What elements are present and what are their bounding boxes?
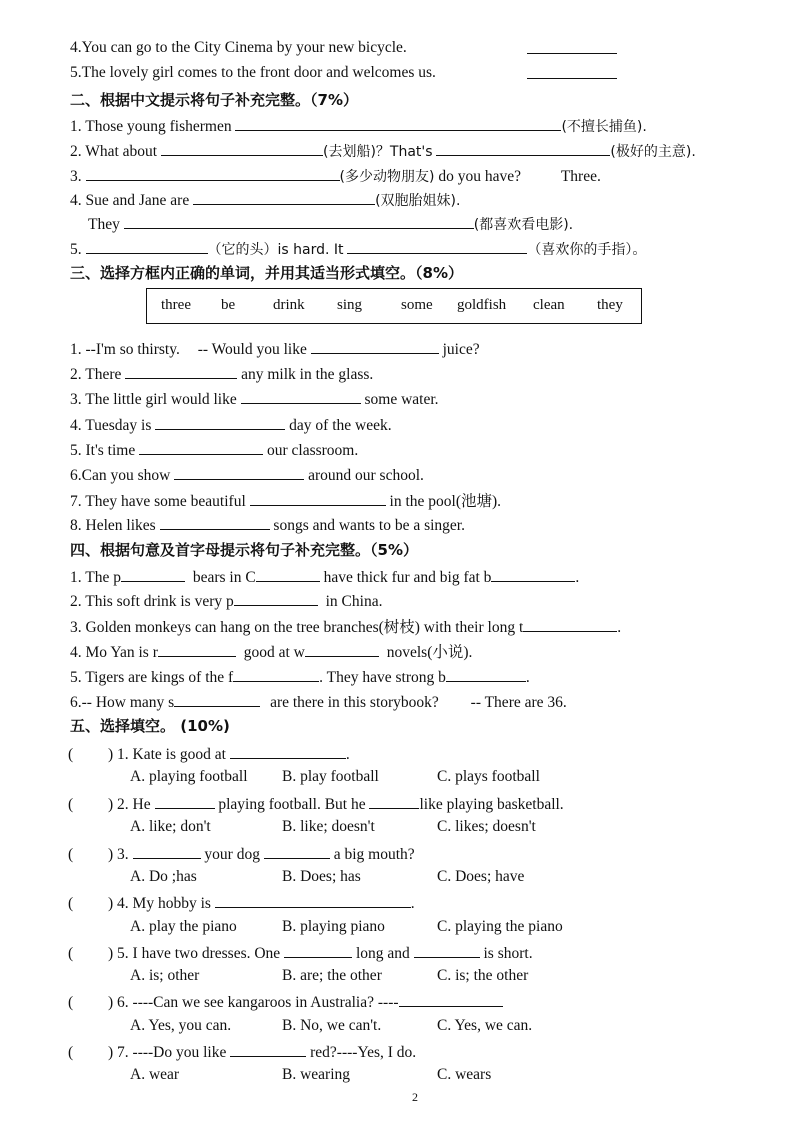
answer-blank[interactable] [491,566,575,582]
question-line: 4. Sue and Jane are (双胞胎姐妹). [70,189,460,211]
mc-option[interactable]: C. plays football [437,768,540,785]
answer-blank[interactable] [233,666,319,682]
answer-blank[interactable] [86,165,340,181]
question-line: 2. This soft drink is very p in China. [70,590,382,612]
mc-question: ( ) 6. ----Can we see kangaroos in Australia? ---- [68,991,503,1013]
answer-blank[interactable] [436,140,610,156]
question-line [70,38,407,58]
mc-option[interactable]: A. Do ;has [130,868,197,885]
answer-blank[interactable] [155,793,215,809]
word-bank-item: they [597,297,623,313]
mc-option[interactable]: A. like; don't [130,818,211,835]
mc-option[interactable]: B. play football [282,768,379,785]
answer-blank[interactable] [241,388,361,404]
answer-blank[interactable] [215,892,411,908]
question-line: 3. Golden monkeys can hang on the tree branches(树枝) with their long t . [70,616,621,638]
question-line [70,63,436,83]
answer-blank[interactable] [527,38,617,60]
question-line: 1. --I'm so thirsty. -- Would you like juice? [70,338,480,360]
question-text: 4.You can go to the City Cinema by your new bicycle. [70,39,407,56]
answer-blank[interactable] [369,793,419,809]
answer-blank[interactable] [160,514,270,530]
answer-blank[interactable] [193,189,375,205]
question-text: 5.The lovely girl comes to the front door and welcomes us. [70,64,436,81]
mc-question: ( ) 2. He playing football. But he like playing basketball. [68,793,564,815]
answer-blank[interactable] [284,942,352,958]
question-line: 4. Mo Yan is r good at w novels(小说). [70,641,472,663]
answer-blank[interactable] [256,566,320,582]
answer-blank[interactable] [86,238,208,254]
answer-blank[interactable] [230,743,346,759]
question-line: 6.-- How many s are there in this storybook? -- There are 36. [70,691,567,713]
answer-blank[interactable] [155,414,285,430]
question-line: 3. The little girl would like some water. [70,388,439,410]
mc-option[interactable]: C. likes; doesn't [437,818,536,835]
answer-blank[interactable] [446,666,526,682]
word-bank-item: be [221,297,236,313]
section-heading: 四、根据句意及首字母提示将句子补充完整。（5%） [70,541,418,559]
mc-option[interactable]: B. wearing [282,1066,351,1083]
mc-option[interactable]: C. playing the piano [437,918,563,935]
answer-blank[interactable] [527,63,617,85]
question-line: 3. (多少动物朋友) do you have? Three. [70,165,601,187]
word-bank-item: some [401,297,433,313]
question-line: 7. They have some beautiful in the pool(池塘). [70,490,501,512]
answer-blank[interactable] [311,338,439,354]
answer-blank[interactable] [264,843,330,859]
word-bank-item: sing [337,297,363,313]
answer-blank[interactable] [174,464,304,480]
answer-blank[interactable] [174,691,260,707]
mc-option[interactable]: B. like; doesn't [282,818,375,835]
mc-question: ( ) 5. I have two dresses. One long and is short. [68,942,533,964]
mc-option[interactable]: C. Yes, we can. [437,1017,533,1034]
word-bank-box [146,288,642,324]
mc-option[interactable]: B. are; the other [282,967,382,984]
mc-option[interactable]: C. is; the other [437,967,529,984]
word-bank-item: clean [533,297,565,313]
mc-option[interactable]: C. wears [437,1066,492,1083]
mc-question: ( ) 3. your dog a big mouth? [68,843,415,865]
question-line: 2. What about (去划船)？That's (极好的主意). [70,140,696,162]
question-line: 4. Tuesday is day of the week. [70,414,392,436]
answer-blank[interactable] [250,490,386,506]
question-line: 8. Helen likes songs and wants to be a singer. [70,514,465,536]
page-number: 2 [412,1090,418,1104]
question-line: 1. Those young fishermen (不擅长捕鱼). [70,115,647,137]
mc-option[interactable]: A. playing football [130,768,248,785]
answer-blank[interactable] [158,641,236,657]
answer-blank[interactable] [305,641,379,657]
question-line: 5. It's time our classroom. [70,439,358,461]
answer-blank[interactable] [121,566,185,582]
answer-blank[interactable] [414,942,480,958]
answer-blank[interactable] [234,590,318,606]
answer-blank[interactable] [161,140,323,156]
mc-option[interactable]: A. Yes, you can. [130,1017,232,1034]
answer-blank[interactable] [235,115,561,131]
mc-option[interactable]: A. is; other [130,967,200,984]
section-heading: 三、选择方框内正确的单词，并用其适当形式填空。（8%） [70,264,463,282]
answer-blank[interactable] [230,1041,306,1057]
question-line: 5. （它的头）is hard. It （喜欢你的手指）。 [70,238,646,260]
mc-option[interactable]: B. No, we can't. [282,1017,382,1034]
mc-question: ( ) 7. ----Do you like red?----Yes, I do. [68,1041,416,1063]
answer-blank[interactable] [139,439,263,455]
mc-question: ( ) 4. My hobby is . [68,892,415,914]
question-line: They (都喜欢看电影). [88,213,573,235]
section-heading: 二、根据中文提示将句子补充完整。（7%） [70,91,358,109]
question-line: 6.Can you show around our school. [70,464,424,486]
answer-blank[interactable] [125,363,237,379]
mc-option[interactable]: C. Does; have [437,868,525,885]
word-bank-item: three [161,297,191,313]
word-bank-item: goldfish [457,297,507,313]
word-bank-item: drink [273,297,305,313]
answer-blank[interactable] [133,843,201,859]
section-heading: 五、选择填空。 (10%) [70,717,230,735]
mc-option[interactable]: A. play the piano [130,918,237,935]
answer-blank[interactable] [124,213,474,229]
mc-option[interactable]: B. Does; has [282,868,361,885]
question-line: 5. Tigers are kings of the f . They have strong b . [70,666,530,688]
question-line: 1. The p bears in C have thick fur and big fat b . [70,566,579,588]
answer-blank[interactable] [399,991,503,1007]
answer-blank[interactable] [523,616,617,632]
question-line: 2. There any milk in the glass. [70,363,373,385]
mc-option[interactable]: B. playing piano [282,918,385,935]
answer-blank[interactable] [347,238,527,254]
mc-question: ( ) 1. Kate is good at . [68,743,350,765]
mc-option[interactable]: A. wear [130,1066,180,1083]
